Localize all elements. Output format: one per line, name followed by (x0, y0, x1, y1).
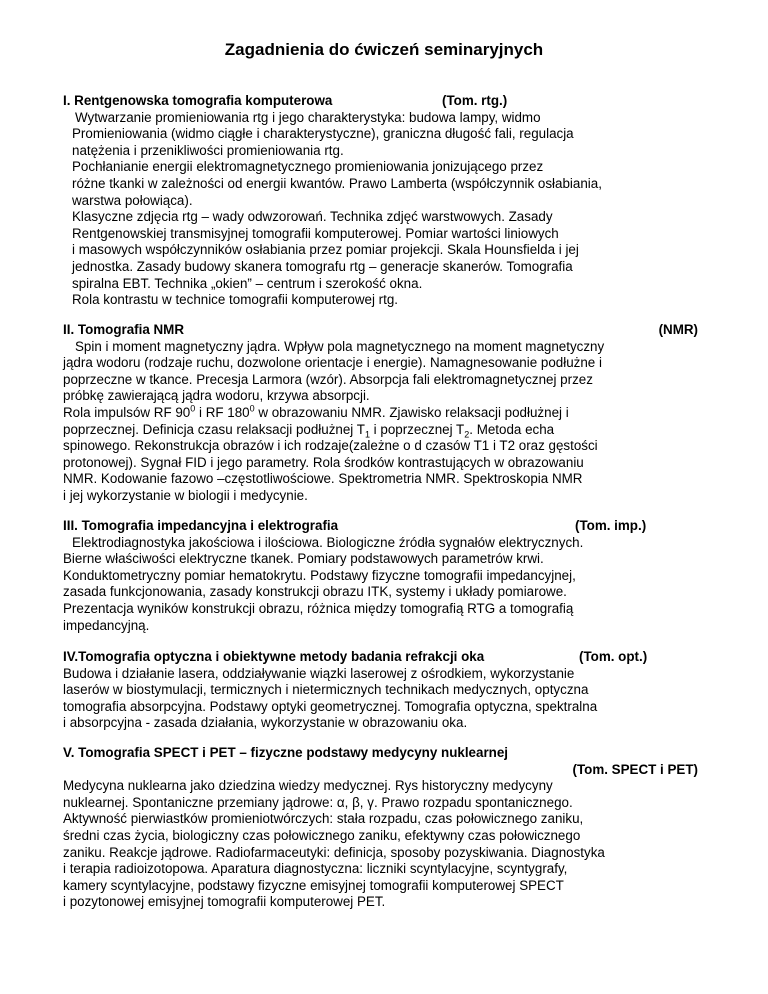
superscript: 0 (190, 403, 196, 414)
section-tag: (Tom. SPECT i PET) (572, 761, 698, 777)
text-line: Rentgenowskiej transmisyjnej tomografii komputerowej. Pomiar wartości liniowych (72, 225, 559, 241)
text-line: zaniku. Reakcje jądrowe. Radiofarmaceutyki: definicja, sposoby pozyskiwania. Diagnostyka (63, 844, 605, 860)
section-impedance (63, 518, 703, 634)
text-line: nuklearnej. Spontaniczne przemiany jądrowe: α, β, γ. Prawo rozpadu spontanicznego. (63, 794, 573, 810)
heading-text: IV.Tomografia optyczna i obiektywne metody badania refrakcji oka (63, 649, 485, 664)
text-line: jądra wodoru (rodzaje ruchu, dozwolone orientacje i energie). Namagnesowanie podłużne i (63, 355, 602, 371)
text-line: kamery scyntylacyjne, podstawy fizyczne emisyjnej tomografii komputerowej SPECT (63, 877, 564, 893)
text-line: i pozytonowej emisyjnej tomografii komputerowej PET. (63, 894, 386, 910)
text-line: Pochłanianie energii elektromagnetycznego promieniowania jonizującego przez (72, 159, 544, 175)
text-fragment: w obrazowaniu NMR. Zjawisko relaksacji podłużnej i (254, 404, 569, 420)
text-line: laserów w biostymulacji, termicznych i nietermicznych technikach medycznych, optyczna (63, 682, 589, 698)
subscript: 1 (364, 429, 370, 440)
text-line: Wytwarzanie promieniowania rtg i jego charakterystyka: budowa lampy, widmo (75, 109, 541, 125)
text-line: warstwa połowiąca). (72, 192, 193, 208)
text-line: Elektrodiagnostyka jakościowa i ilościowa. Biologiczne źródła sygnałów elektrycznych. (72, 534, 584, 550)
section-rtg (63, 93, 703, 309)
section-tag: (Tom. imp.) (575, 518, 647, 533)
heading-text: II. Tomografia NMR (63, 322, 185, 337)
text-line: Konduktometryczny pomiar hematokrytu. Podstawy fizyczne tomografii impedancyjnej, (63, 567, 576, 583)
section-heading (63, 518, 703, 535)
text-line: i absorpcyjna - zasada działania, wykorzystanie w obrazowaniu oka. (63, 715, 468, 731)
text-fragment: Rola impulsów RF 90 (63, 404, 191, 420)
heading-text: I. Rentgenowska tomografia komputerowa (63, 93, 333, 108)
section-nmr (63, 322, 703, 505)
text-line: poprzeczne w tkance. Precesja Larmora (wzór). Absorpcja fali elektromagnetycznej przez (63, 371, 593, 387)
section-heading (63, 322, 703, 339)
section-heading (63, 93, 703, 110)
text-line: zasada funkcjonowania, zasady konstrukcji obrazu ITK, systemy i układy pomiarowe. (63, 584, 567, 600)
text-line: Budowa i działanie lasera, oddziaływanie wiązki laserowej z ośrodkiem, wykorzystanie (63, 665, 575, 681)
section-tag: (NMR) (658, 322, 698, 337)
text-line: spinowego. Rekonstrukcja obrazów i ich rodzaje(zależne o d czasów T1 i T2 oraz gęstości (63, 438, 598, 454)
text-line: różne tkanki w zależności od energii kwantów. Prawo Lamberta (współczynnik osłabiania, (72, 175, 602, 191)
text-line: Medycyna nuklearna jako dziedzina wiedzy medycznej. Rys historyczny medycyny (63, 778, 553, 794)
text-line: próbkę zawierającą jądra wodoru, krzywa absorpcji. (63, 388, 370, 404)
text-line: Prezentacja wyników konstrukcji obrazu, różnica między tomografią RTG a tomografią (63, 600, 574, 616)
text-line: NMR. Kodowanie fazowo –częstotliwościowe. Spektrometria NMR. Spektroskopia NMR (63, 471, 583, 487)
section-heading: V. Tomografia SPECT i PET – fizyczne podstawy medycyny nuklearnej (63, 745, 509, 760)
text-line: tomografia absorpcyjna. Podstawy optyki geometrycznej. Tomografia optyczna, spektralna (63, 698, 598, 714)
text-fragment: . Metoda echa (469, 421, 555, 437)
text-fragment: poprzecznej. Definicja czasu relaksacji podłużnej T (63, 421, 365, 437)
text-line: Promieniowania (widmo ciągłe i charakterystyczne), graniczna długość fali, regulacja (72, 126, 574, 142)
page-title: Zagadnienia do ćwiczeń seminaryjnych (224, 40, 544, 59)
section-heading (63, 649, 703, 666)
text-line: i jej wykorzystanie w biologii i medycynie. (63, 487, 308, 503)
text-line: i masowych współczynników osłabiania przez pomiar projekcji. Skala Hounsfielda i jej (72, 242, 579, 258)
text-line: Rola kontrastu w technice tomografii komputerowej rtg. (72, 292, 398, 308)
section-spect-pet (63, 745, 703, 911)
subscript: 2 (464, 429, 470, 440)
text-line: Klasyczne zdjęcia rtg – wady odwzorowań. Technika zdjęć warstwowych. Zasady (72, 209, 553, 225)
text-line: impedancyjną. (63, 617, 150, 633)
text-line (63, 405, 703, 422)
text-line: jednostka. Zasady budowy skanera tomografu rtg – generacje skanerów. Tomografia (72, 258, 573, 274)
text-line: średni czas życia, biologiczny czas połowicznego zaniku, efektywny czas połowicznego (63, 827, 581, 843)
text-line: spiralna EBT. Technika „okien” – centrum i szerokość okna. (72, 275, 423, 291)
text-line: i terapia radioizotopowa. Aparatura diagnostyczna: liczniki scyntylacyjne, scyntygrafy, (63, 861, 568, 877)
text-line: Spin i moment magnetyczny jądra. Wpływ pola magnetycznego na moment magnetyczny (75, 338, 605, 354)
text-line (63, 422, 703, 439)
text-line: protonowej). Sygnał FID i jego parametry. Rola środków kontrastujących w obrazowaniu (63, 454, 584, 470)
section-tag: (Tom. opt.) (579, 649, 648, 664)
text-fragment: i poprzecznej T (369, 421, 465, 437)
superscript: 0 (249, 403, 255, 414)
text-fragment: i RF 180 (195, 404, 250, 420)
section-tag: (Tom. rtg.) (442, 93, 508, 108)
text-line: natężenia i przenikliwości promieniowania rtg. (72, 142, 344, 158)
section-optical (63, 649, 703, 732)
text-line: Bierne właściwości elektryczne tkanek. Pomiary podstawowych parametrów krwi. (63, 551, 544, 567)
heading-text: III. Tomografia impedancyjna i elektrografia (63, 518, 339, 533)
text-line: Aktywność pierwiastków promieniotwórczych: stała rozpadu, czas połowicznego zaniku, (63, 811, 584, 827)
section-tag-row (63, 762, 703, 779)
